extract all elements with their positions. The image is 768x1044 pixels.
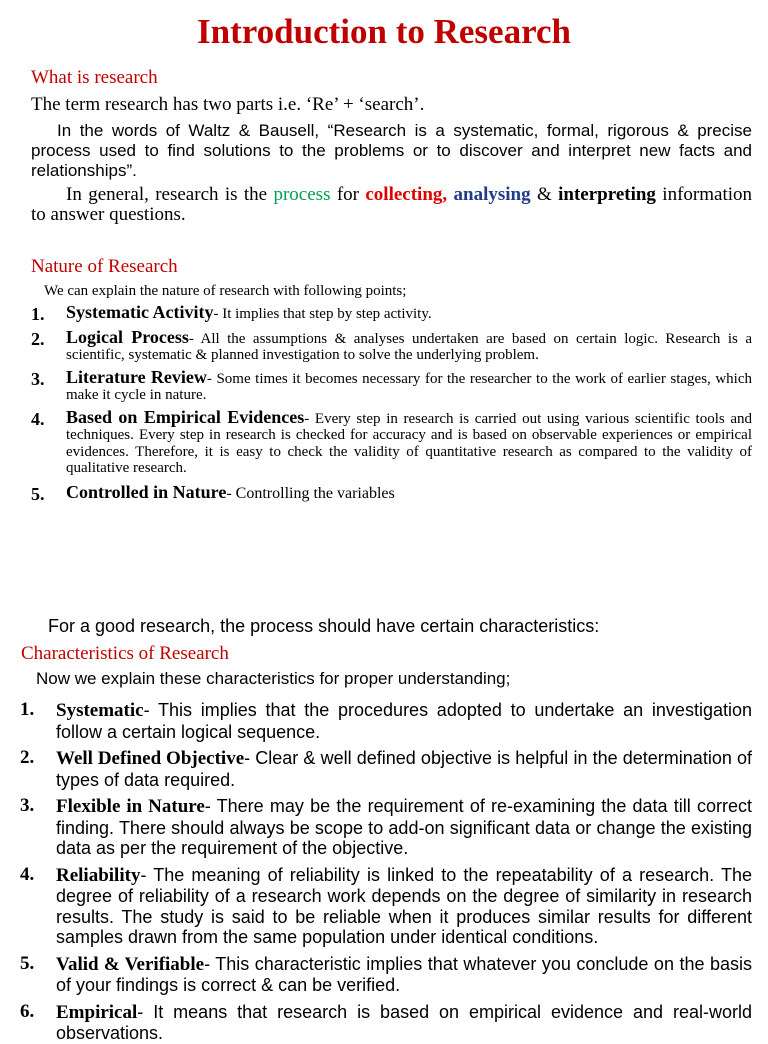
list-item <box>20 796 752 859</box>
list-number: 6. <box>20 1000 35 1022</box>
list-number: 3. <box>31 368 45 389</box>
list-description: - The meaning of reliability is linked to the repeatability of a research. The degree of reliability of a research work depends on the degree of similarity in research results. The study is said to be reliable when it produces similar results for different samples drawn from the same population under identical conditions. <box>56 864 752 947</box>
highlight-collecting: collecting, <box>365 184 448 205</box>
nature-intro: We can explain the nature of research with following points; <box>44 283 407 299</box>
text-run: information to answer questions. <box>31 184 753 225</box>
list-number: 2. <box>31 328 45 349</box>
paragraph-in-general <box>31 185 752 225</box>
list-term: Empirical <box>56 1001 138 1023</box>
list-term: Logical Process <box>66 326 189 347</box>
nature-list <box>31 304 752 502</box>
list-description: - It implies that step by step activity. <box>213 306 432 322</box>
list-term: Controlled in Nature <box>66 481 227 502</box>
good-research-statement: For a good research, the process should have certain characteristics: <box>48 616 600 636</box>
highlight-process: process <box>273 184 331 205</box>
list-number: 5. <box>31 483 45 504</box>
characteristics-intro: Now we explain these characteristics for proper understanding; <box>36 669 511 688</box>
list-item <box>31 406 753 477</box>
page-title: Introduction to Research <box>197 12 571 51</box>
heading-what-is-research: What is research <box>31 67 158 88</box>
heading-characteristics: Characteristics of Research <box>21 643 229 664</box>
text-run: for <box>330 184 366 205</box>
list-number: 4. <box>31 408 45 429</box>
paragraph-waltz-bausell-text: In the words of Waltz & Bausell, “Research is a systematic, formal, rigorous & precise process used to find solutions to the problems or to discover and interpret new facts and relationships”. <box>31 121 752 180</box>
list-item <box>20 748 752 790</box>
highlight-analysing: analysing <box>453 184 531 205</box>
list-description: - Clear & well defined objective is helpful in the determination of types of data required. <box>56 748 752 790</box>
text-run: & <box>530 184 559 205</box>
list-term: Literature Review <box>66 366 207 387</box>
list-description: - This characteristic implies that whatever you conclude on the basis of your findings is correct & can be verified. <box>56 953 752 995</box>
list-number: 4. <box>20 863 35 885</box>
paragraph-term-research: The term research has two parts i.e. ‘Re’ + ‘search’. <box>31 94 425 115</box>
list-description: - It means that research is based on empirical evidence and real-world observations. <box>56 1001 752 1043</box>
list-description: - Some times it becomes necessary for the researcher to the work of earlier stages, which make it cycle in nature. <box>66 370 752 403</box>
characteristics-list <box>20 700 752 1044</box>
list-item <box>20 1002 752 1044</box>
list-item <box>20 865 752 948</box>
list-item <box>31 304 752 323</box>
list-item <box>20 954 752 996</box>
paragraph-waltz-bausell <box>31 121 752 181</box>
list-term: Systematic Activity <box>66 302 214 322</box>
list-number: 3. <box>20 795 35 816</box>
list-number: 1. <box>31 304 45 324</box>
list-number: 1. <box>20 699 35 720</box>
list-item <box>31 326 752 364</box>
list-item <box>20 700 752 742</box>
list-term: Based on Empirical Evidences <box>66 406 305 427</box>
heading-nature-of-research: Nature of Research <box>31 256 178 277</box>
list-description: - This implies that the procedures adopted to undertake an investigation follow a certain logical sequence. <box>56 700 752 742</box>
list-term: Flexible in Nature <box>56 796 205 817</box>
list-number: 2. <box>20 747 35 768</box>
highlight-interpreting: interpreting <box>558 184 656 205</box>
list-item <box>31 481 752 504</box>
list-term: Valid & Verifiable <box>56 953 205 975</box>
list-description: - There may be the requirement of re-examining the data till correct finding. There should always be scope to add-on significant data or change the existing data as per the requirement of the objective. <box>56 796 752 858</box>
list-term: Reliability <box>56 864 141 886</box>
list-description: - Controlling the variables <box>226 484 395 502</box>
list-description: - All the assumptions & analyses undertaken are based on certain logic. Research is a scientific, systematic & planned investigation to solve the underlying problem. <box>66 330 752 363</box>
list-term: Well Defined Objective <box>56 748 245 769</box>
list-item <box>31 366 752 404</box>
text-run: In general, research is the <box>66 184 274 205</box>
list-term: Systematic <box>56 700 144 721</box>
list-description: - Every step in research is carried out using various scientific tools and techniques. Every step in research is checked for accuracy and is based on observable experiences or empirical evidences. Therefore, it is easy to check the validity of quantitative research as compared to the validity of qualitative research. <box>66 410 753 476</box>
list-number: 5. <box>20 952 35 974</box>
